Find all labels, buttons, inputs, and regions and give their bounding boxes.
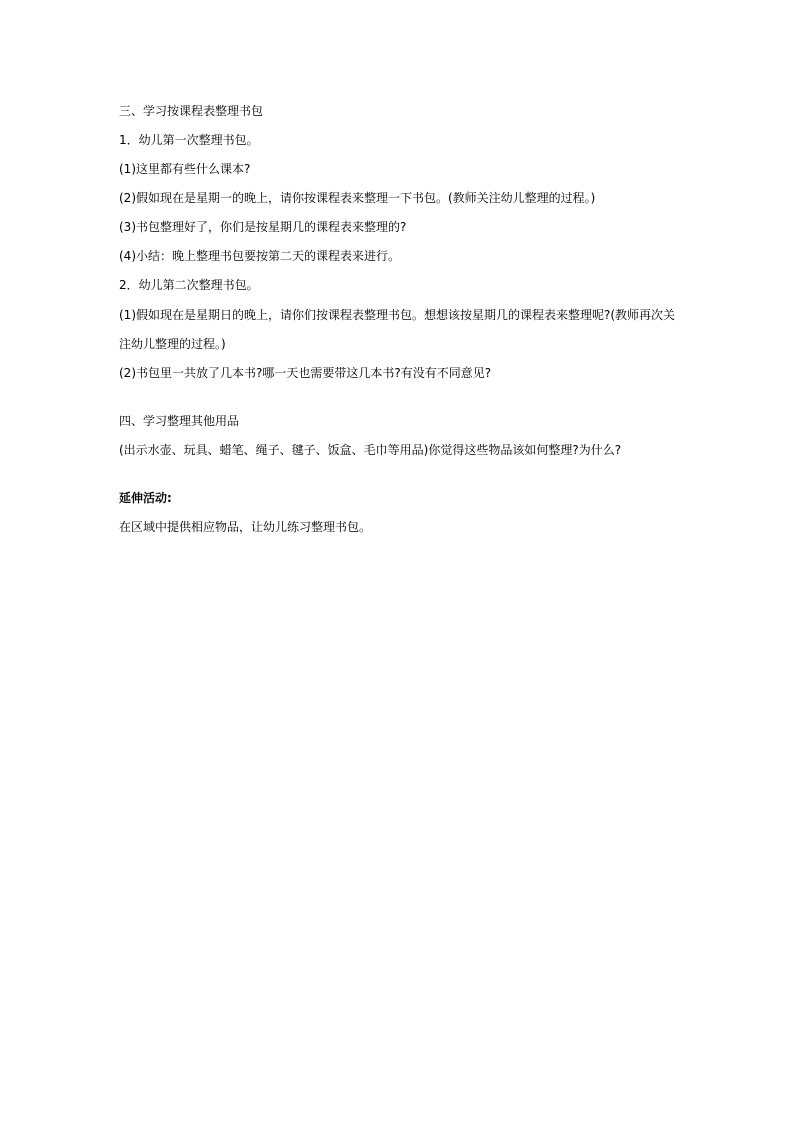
section-4-heading: 四、学习整理其他用品: [119, 414, 240, 428]
extension-heading: 延伸活动:: [119, 491, 172, 505]
extension-body: 在区域中提供相应物品，让幼儿练习整理书包。: [119, 520, 372, 534]
section-3-heading: 三、学习按课程表整理书包: [119, 104, 264, 118]
section-3-item-2: 2．幼儿第二次整理书包。: [119, 278, 259, 292]
section-3-item-1-sub-3: (3)书包整理好了，你们是按星期几的课程表来整理的?: [119, 220, 407, 234]
section-3-item-1-sub-2: (2)假如现在是星期一的晚上，请你按课程表来整理一下书包。(教师关注幼儿整理的过程。): [119, 191, 596, 205]
section-3-item-1-sub-4: (4)小结：晚上整理书包要按第二天的课程表来进行。: [119, 249, 401, 263]
section-3-item-1: 1．幼儿第一次整理书包。: [119, 133, 259, 147]
section-3-item-1-sub-1: (1)这里都有些什么课本?: [119, 162, 251, 176]
section-4-body: (出示水壶、玩具、蜡笔、绳子、毽子、饭盒、毛巾等用品)你觉得这些物品该如何整理?为什么?: [119, 443, 622, 457]
section-3-item-2-sub-1-line-2: 注幼儿整理的过程。): [119, 337, 226, 351]
section-3-item-2-sub-1-line-1: (1)假如现在是星期日的晚上，请你们按课程表整理书包。想想该按星期几的课程表来整理呢?(教师再次关: [119, 308, 676, 322]
section-3-item-2-sub-2: (2)书包里一共放了几本书?哪一天也需要带这几本书?有没有不同意见?: [119, 366, 492, 380]
